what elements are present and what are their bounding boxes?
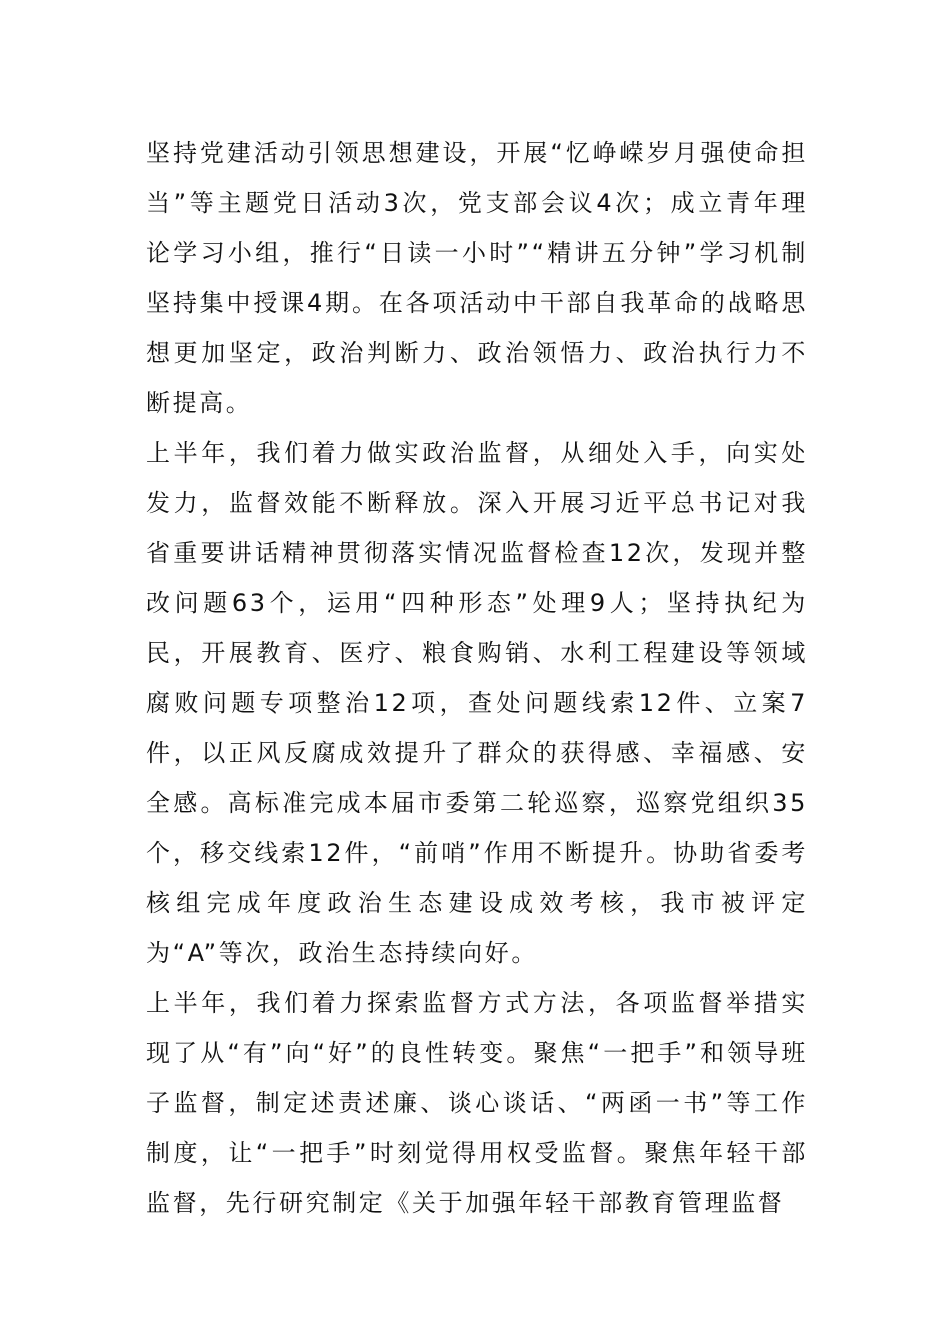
paragraph-supervision-methods: 上半年，我们着力探索监督方式方法，各项监督举措实现了从“有”向“好”的良性转变。聚焦“一把手”和领导班子监督，制定述责述廉、谈心谈话、“两函一书”等工作制度，让“一把手”时刻觉得用权受监督。聚焦年轻干部监督，先行研究制定《关于加强年轻干部教育管理监督 [146,989,808,1217]
paragraph-party-building: 坚持党建活动引领思想建设，开展“忆峥嵘岁月强使命担当”等主题党日活动3次，党支部会议4次；成立青年理论学习小组，推行“日读一小时”“精讲五分钟”学习机制坚持集中授课4期。在各项活动中干部自我革命的战略思想更加坚定，政治判断力、政治领悟力、政治执行力不断提高。 [146,139,808,417]
document-page [146,128,808,1228]
paragraph-political-supervision: 上半年，我们着力做实政治监督，从细处入手，向实处发力，监督效能不断释放。深入开展习近平总书记对我省重要讲话精神贯彻落实情况监督检查12次，发现并整改问题63个，运用“四种形态”处理9人；坚持执纪为民，开展教育、医疗、粮食购销、水利工程建设等领域腐败问题专项整治12项，查处问题线索12件、立案7件，以正风反腐成效提升了群众的获得感、幸福感、安全感。高标准完成本届市委第二轮巡察，巡察党组织35个，移交线索12件，“前哨”作用不断提升。协助省委考核组完成年度政治生态建设成效考核，我市被评定为“A”等次，政治生态持续向好。 [146,439,808,967]
